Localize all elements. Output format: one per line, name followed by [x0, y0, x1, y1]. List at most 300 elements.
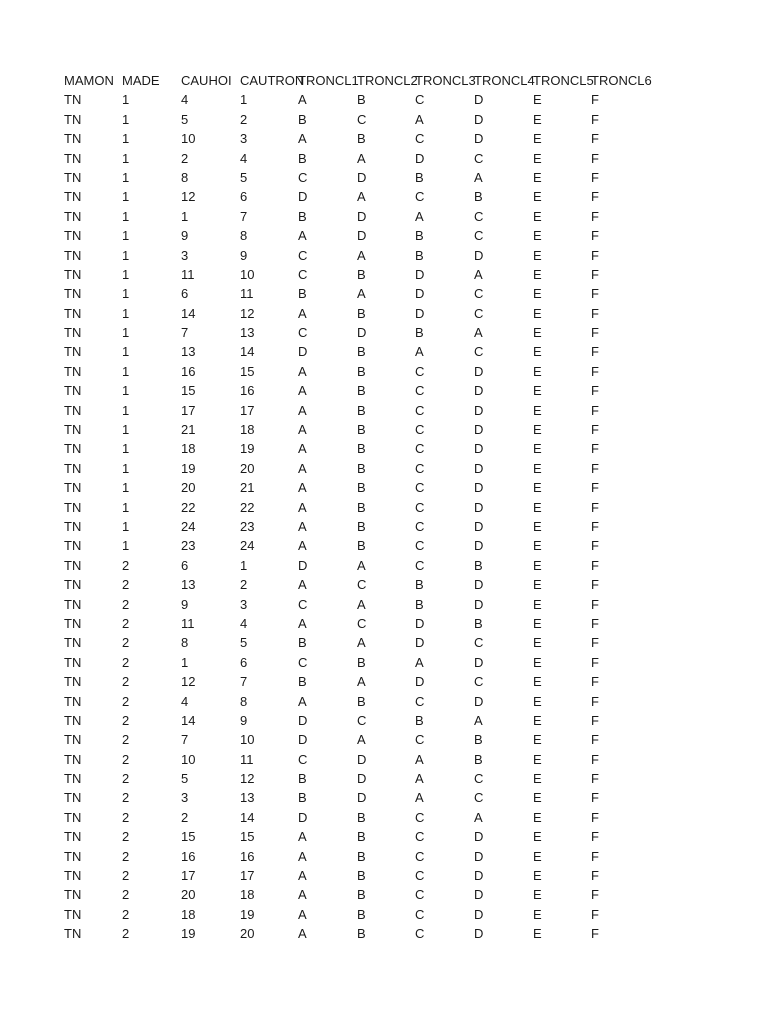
cell-cautron: 8	[240, 693, 248, 709]
cell-mamon: TN	[64, 247, 82, 263]
cell-cautron: 17	[240, 402, 255, 418]
column-header-made: MADE	[122, 73, 160, 88]
cell-troncl1: A	[298, 868, 307, 884]
cell-troncl5: E	[533, 499, 542, 515]
cell-cauhoi: 19	[181, 926, 196, 942]
cell-troncl1: A	[298, 906, 307, 922]
cell-troncl6: F	[591, 208, 599, 224]
cell-cauhoi: 17	[181, 868, 196, 884]
cell-mamon: TN	[64, 422, 82, 438]
cell-troncl2: B	[357, 402, 366, 418]
cell-troncl3: A	[415, 344, 424, 360]
cell-made: 2	[122, 887, 130, 903]
cell-cauhoi: 3	[181, 790, 189, 806]
cell-made: 1	[122, 286, 130, 302]
cell-troncl3: C	[415, 557, 425, 573]
cell-made: 1	[122, 325, 130, 341]
cell-cauhoi: 2	[181, 150, 189, 166]
cell-troncl5: E	[533, 150, 542, 166]
column-header-troncl4: TRONCL4	[474, 73, 535, 88]
cell-troncl6: F	[591, 887, 599, 903]
cell-troncl2: A	[357, 596, 366, 612]
cell-troncl1: A	[298, 848, 307, 864]
cell-troncl3: C	[415, 809, 425, 825]
cell-cauhoi: 4	[181, 92, 189, 108]
cell-cauhoi: 10	[181, 751, 196, 767]
cell-troncl1: C	[298, 169, 308, 185]
cell-troncl6: F	[591, 809, 599, 825]
cell-troncl3: D	[415, 674, 425, 690]
cell-cauhoi: 17	[181, 402, 196, 418]
cell-cautron: 11	[240, 751, 254, 767]
cell-troncl5: E	[533, 771, 542, 787]
cell-troncl6: F	[591, 92, 599, 108]
cell-cauhoi: 10	[181, 131, 196, 147]
cell-troncl5: E	[533, 286, 542, 302]
column-header-mamon: MAMON	[64, 73, 114, 88]
cell-troncl2: B	[357, 460, 366, 476]
cell-troncl3: B	[415, 169, 424, 185]
cell-cauhoi: 7	[181, 732, 189, 748]
cell-cauhoi: 16	[181, 363, 196, 379]
cell-made: 1	[122, 150, 130, 166]
cell-troncl5: E	[533, 305, 542, 321]
cell-made: 1	[122, 189, 130, 205]
cell-troncl3: C	[415, 887, 425, 903]
cell-troncl5: E	[533, 809, 542, 825]
cell-troncl2: D	[357, 751, 367, 767]
cell-cautron: 20	[240, 926, 255, 942]
cell-cautron: 10	[240, 732, 255, 748]
cell-mamon: TN	[64, 131, 82, 147]
cell-troncl3: C	[415, 926, 425, 942]
cell-troncl5: E	[533, 344, 542, 360]
cell-cauhoi: 1	[181, 654, 189, 670]
cell-troncl1: A	[298, 422, 307, 438]
cell-troncl1: C	[298, 596, 308, 612]
cell-troncl5: E	[533, 829, 542, 845]
cell-troncl6: F	[591, 771, 599, 787]
cell-mamon: TN	[64, 383, 82, 399]
cell-mamon: TN	[64, 325, 82, 341]
cell-made: 2	[122, 829, 130, 845]
cell-troncl3: A	[415, 208, 424, 224]
cell-troncl6: F	[591, 441, 599, 457]
cell-troncl4: B	[474, 557, 483, 573]
cell-mamon: TN	[64, 829, 82, 845]
cell-troncl3: C	[415, 499, 425, 515]
cell-troncl4: C	[474, 286, 484, 302]
cell-troncl5: E	[533, 538, 542, 554]
cell-troncl2: B	[357, 654, 366, 670]
cell-troncl2: A	[357, 557, 366, 573]
cell-troncl4: D	[474, 480, 484, 496]
cell-troncl3: C	[415, 868, 425, 884]
cell-troncl2: B	[357, 693, 366, 709]
cell-troncl6: F	[591, 926, 599, 942]
cell-troncl4: B	[474, 189, 483, 205]
cell-troncl4: D	[474, 538, 484, 554]
cell-troncl2: B	[357, 441, 366, 457]
cell-made: 1	[122, 247, 130, 263]
cell-mamon: TN	[64, 693, 82, 709]
cell-troncl2: B	[357, 887, 366, 903]
cell-cauhoi: 2	[181, 809, 189, 825]
cell-troncl3: C	[415, 383, 425, 399]
cell-troncl6: F	[591, 111, 599, 127]
cell-made: 1	[122, 402, 130, 418]
cell-troncl3: C	[415, 402, 425, 418]
cell-troncl4: D	[474, 577, 484, 593]
cell-made: 1	[122, 480, 130, 496]
cell-troncl4: B	[474, 732, 483, 748]
column-header-troncl6: TRONCL6	[591, 73, 652, 88]
cell-troncl1: A	[298, 305, 307, 321]
cell-cauhoi: 14	[181, 712, 196, 728]
cell-troncl3: C	[415, 422, 425, 438]
cell-cauhoi: 21	[181, 422, 196, 438]
cell-cautron: 19	[240, 906, 255, 922]
cell-cautron: 10	[240, 266, 255, 282]
cell-troncl5: E	[533, 169, 542, 185]
cell-made: 2	[122, 751, 130, 767]
cell-cautron: 5	[240, 635, 248, 651]
cell-troncl3: C	[415, 906, 425, 922]
cell-troncl5: E	[533, 693, 542, 709]
cell-troncl4: D	[474, 111, 484, 127]
cell-troncl4: D	[474, 868, 484, 884]
cell-mamon: TN	[64, 868, 82, 884]
cell-troncl4: B	[474, 615, 483, 631]
cell-cauhoi: 11	[181, 615, 195, 631]
cell-cautron: 14	[240, 809, 255, 825]
cell-troncl1: A	[298, 615, 307, 631]
cell-troncl5: E	[533, 208, 542, 224]
cell-mamon: TN	[64, 906, 82, 922]
cell-troncl2: B	[357, 926, 366, 942]
cell-troncl1: D	[298, 712, 308, 728]
cell-made: 1	[122, 305, 130, 321]
cell-made: 1	[122, 538, 130, 554]
cell-mamon: TN	[64, 189, 82, 205]
column-header-cautron: CAUTRON	[240, 73, 305, 88]
cell-cauhoi: 13	[181, 344, 196, 360]
cell-troncl3: C	[415, 441, 425, 457]
cell-cauhoi: 9	[181, 228, 189, 244]
cell-troncl1: D	[298, 344, 308, 360]
cell-troncl5: E	[533, 557, 542, 573]
cell-troncl4: C	[474, 150, 484, 166]
cell-troncl2: B	[357, 480, 366, 496]
cell-cautron: 6	[240, 189, 248, 205]
cell-mamon: TN	[64, 790, 82, 806]
cell-mamon: TN	[64, 208, 82, 224]
cell-troncl2: A	[357, 674, 366, 690]
cell-troncl3: A	[415, 111, 424, 127]
cell-troncl6: F	[591, 538, 599, 554]
cell-cauhoi: 6	[181, 286, 189, 302]
cell-troncl6: F	[591, 363, 599, 379]
cell-troncl1: A	[298, 693, 307, 709]
cell-mamon: TN	[64, 926, 82, 942]
cell-troncl6: F	[591, 131, 599, 147]
cell-troncl6: F	[591, 228, 599, 244]
cell-troncl6: F	[591, 422, 599, 438]
cell-troncl6: F	[591, 693, 599, 709]
cell-troncl4: D	[474, 518, 484, 534]
cell-troncl1: A	[298, 887, 307, 903]
cell-made: 2	[122, 557, 130, 573]
cell-troncl2: B	[357, 131, 366, 147]
cell-troncl6: F	[591, 751, 599, 767]
cell-mamon: TN	[64, 732, 82, 748]
cell-cautron: 22	[240, 499, 255, 515]
cell-troncl4: D	[474, 887, 484, 903]
cell-troncl4: D	[474, 422, 484, 438]
cell-troncl5: E	[533, 654, 542, 670]
cell-troncl1: D	[298, 809, 308, 825]
cell-cautron: 15	[240, 363, 255, 379]
cell-made: 1	[122, 422, 130, 438]
cell-troncl3: A	[415, 790, 424, 806]
cell-made: 1	[122, 92, 130, 108]
cell-cauhoi: 19	[181, 460, 196, 476]
cell-cautron: 3	[240, 131, 248, 147]
cell-made: 1	[122, 208, 130, 224]
cell-troncl2: B	[357, 305, 366, 321]
cell-troncl1: B	[298, 635, 307, 651]
cell-mamon: TN	[64, 499, 82, 515]
cell-troncl4: C	[474, 790, 484, 806]
cell-troncl6: F	[591, 732, 599, 748]
cell-troncl3: D	[415, 286, 425, 302]
cell-cautron: 2	[240, 577, 248, 593]
cell-made: 2	[122, 693, 130, 709]
cell-made: 2	[122, 635, 130, 651]
cell-cauhoi: 4	[181, 693, 189, 709]
cell-made: 2	[122, 906, 130, 922]
cell-troncl2: C	[357, 111, 367, 127]
cell-cauhoi: 3	[181, 247, 189, 263]
cell-troncl1: A	[298, 460, 307, 476]
cell-troncl5: E	[533, 131, 542, 147]
cell-troncl1: A	[298, 131, 307, 147]
cell-mamon: TN	[64, 809, 82, 825]
cell-cautron: 14	[240, 344, 255, 360]
column-header-troncl1: TRONCL1	[298, 73, 359, 88]
cell-troncl5: E	[533, 615, 542, 631]
cell-troncl4: D	[474, 926, 484, 942]
cell-troncl6: F	[591, 635, 599, 651]
cell-troncl6: F	[591, 247, 599, 263]
cell-mamon: TN	[64, 460, 82, 476]
cell-troncl2: C	[357, 577, 367, 593]
cell-troncl6: F	[591, 150, 599, 166]
cell-troncl2: B	[357, 848, 366, 864]
cell-mamon: TN	[64, 480, 82, 496]
cell-troncl4: D	[474, 499, 484, 515]
cell-troncl1: B	[298, 150, 307, 166]
cell-cautron: 7	[240, 208, 248, 224]
cell-cauhoi: 6	[181, 557, 189, 573]
cell-made: 2	[122, 868, 130, 884]
cell-troncl6: F	[591, 286, 599, 302]
cell-troncl5: E	[533, 189, 542, 205]
cell-troncl2: B	[357, 518, 366, 534]
cell-troncl6: F	[591, 518, 599, 534]
cell-troncl5: E	[533, 422, 542, 438]
cell-troncl3: A	[415, 654, 424, 670]
cell-troncl3: C	[415, 732, 425, 748]
cell-troncl1: A	[298, 926, 307, 942]
cell-mamon: TN	[64, 615, 82, 631]
cell-troncl5: E	[533, 441, 542, 457]
cell-troncl2: A	[357, 150, 366, 166]
cell-troncl4: D	[474, 383, 484, 399]
cell-troncl6: F	[591, 906, 599, 922]
cell-mamon: TN	[64, 266, 82, 282]
cell-troncl3: B	[415, 247, 424, 263]
cell-troncl6: F	[591, 674, 599, 690]
cell-troncl5: E	[533, 712, 542, 728]
cell-troncl6: F	[591, 480, 599, 496]
cell-troncl6: F	[591, 325, 599, 341]
cell-mamon: TN	[64, 518, 82, 534]
cell-troncl5: E	[533, 577, 542, 593]
cell-troncl1: C	[298, 266, 308, 282]
cell-troncl5: E	[533, 868, 542, 884]
cell-cautron: 21	[240, 480, 255, 496]
cell-troncl4: D	[474, 596, 484, 612]
cell-troncl1: B	[298, 286, 307, 302]
cell-troncl1: D	[298, 557, 308, 573]
cell-troncl5: E	[533, 518, 542, 534]
cell-troncl3: C	[415, 363, 425, 379]
cell-mamon: TN	[64, 363, 82, 379]
cell-made: 1	[122, 441, 130, 457]
cell-mamon: TN	[64, 286, 82, 302]
cell-troncl6: F	[591, 712, 599, 728]
cell-cautron: 12	[240, 771, 255, 787]
cell-cautron: 13	[240, 790, 255, 806]
cell-troncl2: D	[357, 325, 367, 341]
cell-cauhoi: 8	[181, 169, 189, 185]
cell-cauhoi: 20	[181, 887, 196, 903]
cell-troncl5: E	[533, 635, 542, 651]
cell-troncl4: A	[474, 809, 483, 825]
cell-cautron: 4	[240, 150, 248, 166]
cell-mamon: TN	[64, 441, 82, 457]
cell-troncl6: F	[591, 557, 599, 573]
cell-cauhoi: 23	[181, 538, 196, 554]
cell-troncl4: D	[474, 402, 484, 418]
cell-mamon: TN	[64, 305, 82, 321]
cell-cauhoi: 5	[181, 111, 189, 127]
cell-troncl5: E	[533, 480, 542, 496]
cell-made: 2	[122, 771, 130, 787]
cell-troncl5: E	[533, 92, 542, 108]
cell-made: 1	[122, 363, 130, 379]
cell-troncl4: D	[474, 363, 484, 379]
cell-cauhoi: 5	[181, 771, 189, 787]
cell-troncl1: C	[298, 654, 308, 670]
cell-cauhoi: 7	[181, 325, 189, 341]
cell-troncl1: B	[298, 674, 307, 690]
cell-troncl5: E	[533, 790, 542, 806]
cell-troncl3: B	[415, 577, 424, 593]
cell-troncl3: B	[415, 596, 424, 612]
cell-troncl3: A	[415, 771, 424, 787]
cell-troncl1: B	[298, 790, 307, 806]
cell-made: 1	[122, 383, 130, 399]
cell-troncl5: E	[533, 383, 542, 399]
cell-troncl2: D	[357, 228, 367, 244]
cell-troncl3: C	[415, 189, 425, 205]
cell-troncl6: F	[591, 596, 599, 612]
cell-troncl4: D	[474, 906, 484, 922]
cell-mamon: TN	[64, 654, 82, 670]
cell-troncl4: D	[474, 829, 484, 845]
cell-troncl2: B	[357, 266, 366, 282]
cell-troncl1: A	[298, 92, 307, 108]
cell-troncl1: B	[298, 771, 307, 787]
cell-cautron: 9	[240, 712, 248, 728]
cell-cautron: 1	[240, 557, 248, 573]
cell-cautron: 20	[240, 460, 255, 476]
cell-troncl6: F	[591, 305, 599, 321]
cell-troncl2: B	[357, 422, 366, 438]
cell-troncl1: A	[298, 363, 307, 379]
cell-troncl4: D	[474, 693, 484, 709]
cell-troncl6: F	[591, 829, 599, 845]
cell-cautron: 13	[240, 325, 255, 341]
cell-troncl2: A	[357, 732, 366, 748]
cell-made: 2	[122, 790, 130, 806]
cell-cautron: 8	[240, 228, 248, 244]
cell-made: 1	[122, 169, 130, 185]
cell-troncl2: C	[357, 615, 367, 631]
cell-troncl3: B	[415, 712, 424, 728]
cell-troncl3: C	[415, 829, 425, 845]
cell-mamon: TN	[64, 635, 82, 651]
column-header-cauhoi: CAUHOI	[181, 73, 232, 88]
cell-mamon: TN	[64, 848, 82, 864]
cell-troncl1: A	[298, 383, 307, 399]
cell-cauhoi: 12	[181, 189, 196, 205]
cell-cautron: 2	[240, 111, 248, 127]
cell-cautron: 16	[240, 848, 255, 864]
cell-troncl4: D	[474, 654, 484, 670]
cell-cauhoi: 22	[181, 499, 196, 515]
cell-troncl4: C	[474, 228, 484, 244]
cell-made: 2	[122, 809, 130, 825]
cell-mamon: TN	[64, 596, 82, 612]
cell-troncl2: B	[357, 344, 366, 360]
cell-troncl3: B	[415, 325, 424, 341]
cell-troncl5: E	[533, 111, 542, 127]
cell-troncl5: E	[533, 363, 542, 379]
cell-cauhoi: 11	[181, 266, 195, 282]
cell-troncl1: C	[298, 247, 308, 263]
cell-troncl1: A	[298, 480, 307, 496]
cell-troncl1: A	[298, 499, 307, 515]
cell-troncl5: E	[533, 596, 542, 612]
cell-troncl5: E	[533, 751, 542, 767]
cell-cautron: 4	[240, 615, 248, 631]
cell-made: 2	[122, 848, 130, 864]
cell-troncl3: C	[415, 92, 425, 108]
cell-troncl2: B	[357, 363, 366, 379]
